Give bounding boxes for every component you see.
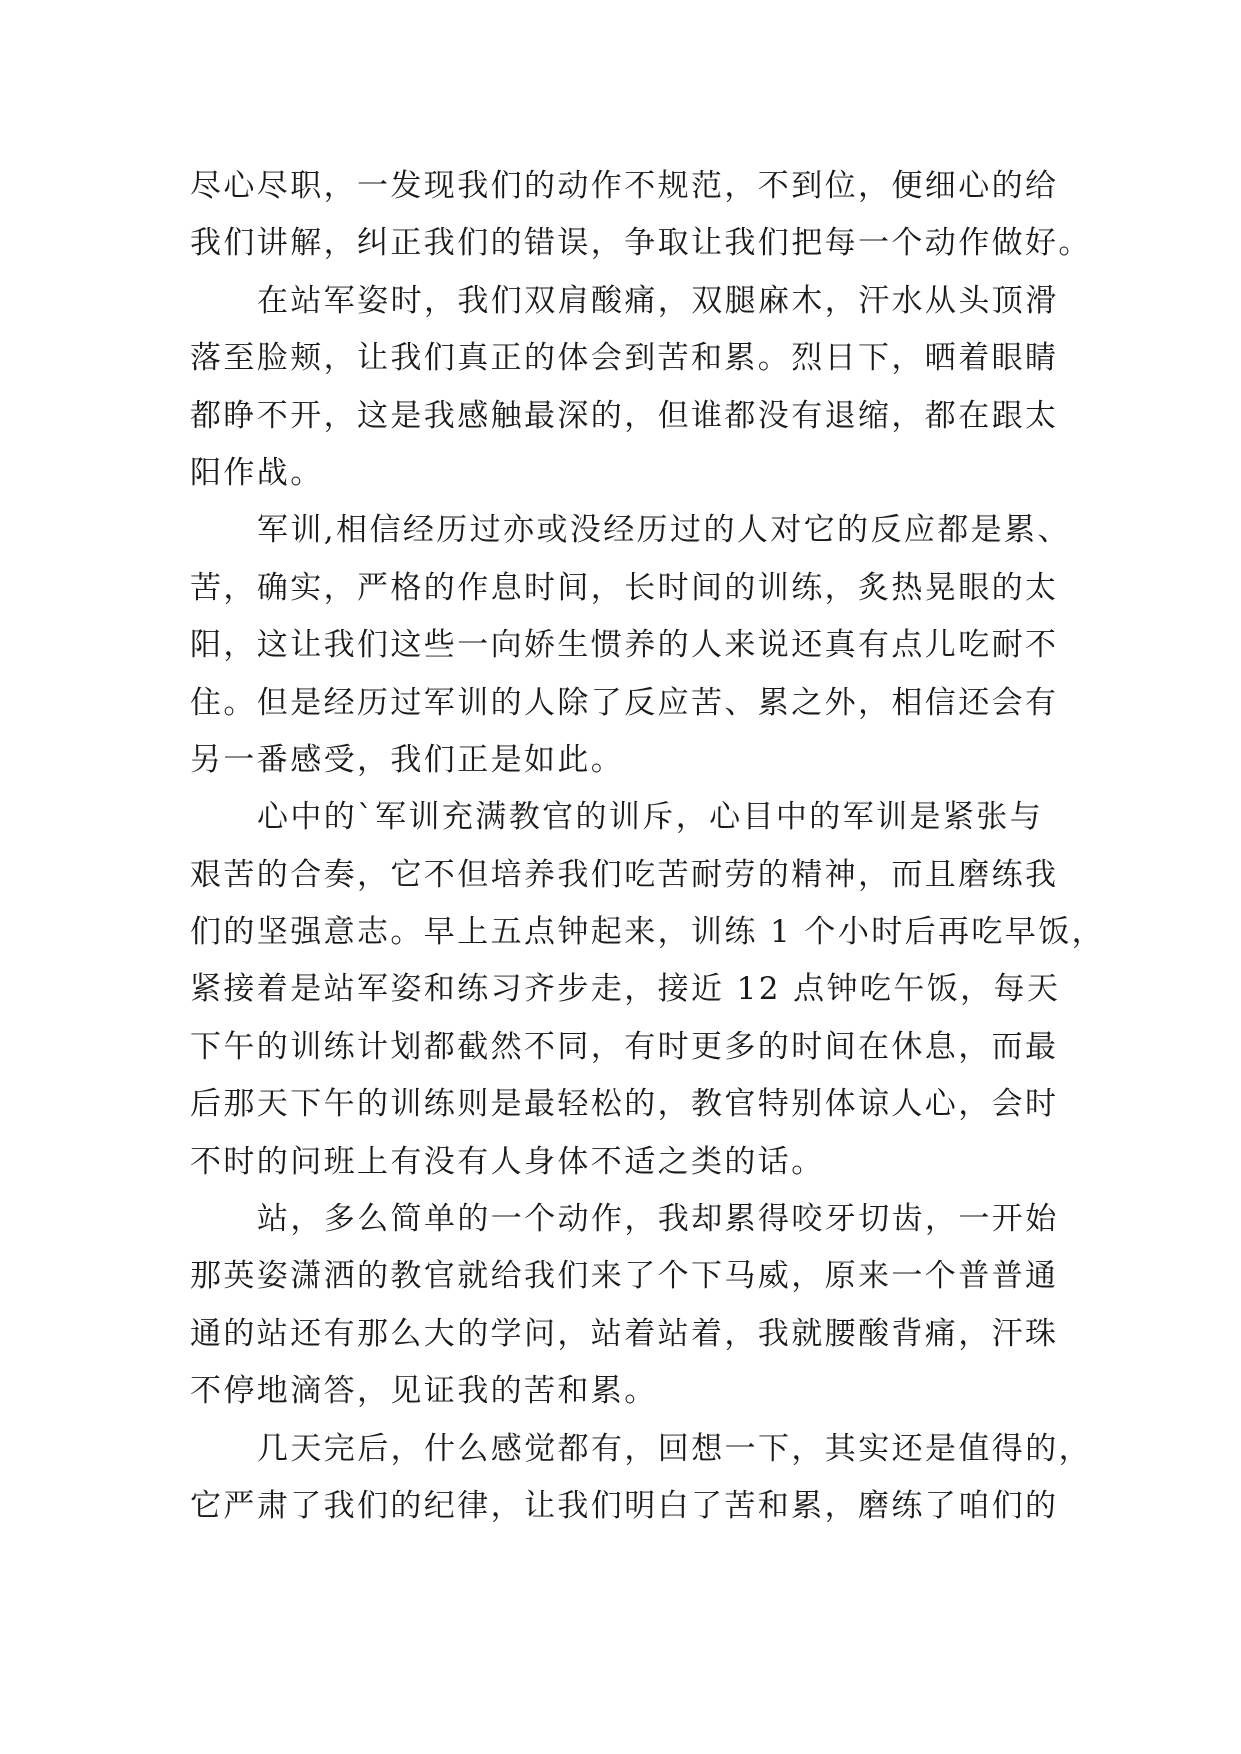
text-line: 紧接着是站军姿和练习齐步走，接近 12 点钟吃午饭，每天	[190, 971, 1061, 1008]
text-line: 几天完后，什么感觉都有，回想一下，其实还是值得的，	[257, 1430, 1092, 1467]
text-line: 们的坚强意志。早上五点钟起来，训练 1 个小时后再吃早饭，	[190, 914, 1106, 951]
text-line: 都睁不开，这是我感触最深的，但谁都没有退缩，都在跟太	[190, 397, 1059, 434]
text-line: 后那天下午的训练则是最轻松的，教官特别体谅人心，会时	[190, 1086, 1059, 1123]
text-line: 军训,相信经历过亦或没经历过的人对它的反应都是累、	[257, 512, 1071, 549]
text-line: 不时的问班上有没有人身体不适之类的话。	[190, 1143, 825, 1180]
text-line: 艰苦的合奏，它不但培养我们吃苦耐劳的精神，而且磨练我	[190, 856, 1059, 893]
text-line: 站，多么简单的一个动作，我却累得咬牙切齿，一开始	[257, 1201, 1059, 1238]
text-line: 不停地滴答，见证我的苦和累。	[190, 1373, 658, 1410]
text-line: 它严肃了我们的纪律，让我们明白了苦和累，磨练了咱们的	[190, 1487, 1059, 1524]
text-line: 另一番感受，我们正是如此。	[190, 741, 625, 778]
text-line: 苦，确实，严格的作息时间，长时间的训练，炙热晃眼的太	[190, 569, 1059, 606]
text-line: 落至脸颊，让我们真正的体会到苦和累。烈日下，晒着眼睛	[190, 340, 1059, 377]
text-line: 那英姿潇洒的教官就给我们来了个下马威，原来一个普普通	[190, 1258, 1059, 1295]
text-line: 下午的训练计划都截然不同，有时更多的时间在休息，而最	[190, 1028, 1059, 1065]
document-body	[190, 158, 1106, 1535]
text-line: 阳，这让我们这些一向娇生惯养的人来说还真有点儿吃耐不	[190, 627, 1059, 664]
text-line: 尽心尽职，一发现我们的动作不规范，不到位，便细心的给	[190, 168, 1059, 204]
text-line: 在站军姿时，我们双肩酸痛，双腿麻木，汗水从头顶滑	[257, 282, 1059, 319]
text-line: 阳作战。	[190, 454, 324, 491]
text-line: 住。但是经历过军训的人除了反应苦、累之外，相信还会有	[190, 684, 1059, 721]
text-line: 心中的`军训充满教官的训斥，心目中的军训是紧张与	[257, 799, 1044, 836]
text-line: 通的站还有那么大的学问，站着站着，我就腰酸背痛，汗珠	[190, 1315, 1059, 1352]
text-line: 我们讲解，纠正我们的错误，争取让我们把每一个动作做好。	[190, 225, 1092, 262]
